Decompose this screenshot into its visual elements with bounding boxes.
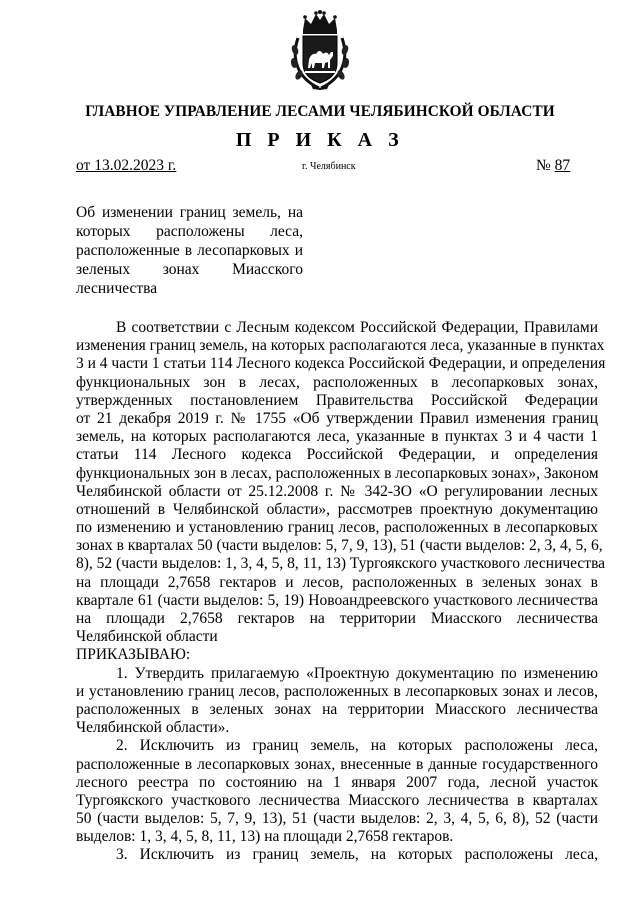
body-line: 8), 52 (части выделов: 1, 3, 4, 5, 8, 11, 13) Тургоякского участкового лесничества <box>76 555 606 573</box>
body-line: отношений в Челябинской области», рассмотрев проектную документацию <box>76 500 598 518</box>
body-line: функциональных зон в лесах, расположенных в лесопарковых зонах, <box>76 373 598 391</box>
order-date: от 13.02.2023 г. <box>76 157 177 174</box>
coat-of-arms-emblem <box>289 8 351 90</box>
subject-line: Об изменении границ земель, на <box>76 204 303 221</box>
order-number <box>536 157 570 175</box>
body-line: функциональных зон в лесах, расположенных в лесопарковых зонах», Законом <box>76 464 599 482</box>
body-line: расположенных в зеленых зонах на территории Миасского лесничества <box>76 700 598 718</box>
subject-line: зеленых зонах Миасского <box>76 261 303 278</box>
subject-line: которых расположены леса, <box>76 223 303 240</box>
body-line: квартале 61 (части выделов: 5, 19) Новоандреевского участкового лесничества <box>76 591 598 609</box>
body-line: Челябинской области». <box>76 719 230 737</box>
body-line: утвержденных постановлением Правительства Российской Федерации <box>76 391 598 409</box>
order-city: г. Челябинск <box>302 161 356 172</box>
body-line: земель, на которых располагаются леса, указанные в пунктах 3 и 4 части 1 <box>76 428 598 446</box>
body-line: Челябинской области <box>76 628 218 646</box>
order-number-value: 87 <box>554 157 571 174</box>
body-line: от 21 декабря 2019 г. № 1755 «Об утверждении Правил изменения границ <box>76 409 598 427</box>
body-line: Тургоякского участкового лесничества Миасского лесничества в кварталах <box>76 791 598 809</box>
ordering-clause: ПРИКАЗЫВАЮ: <box>76 646 191 664</box>
body-line: на площади 2,7658 гектаров на территории Миасского лесничества <box>76 610 598 627</box>
body-line: В соответствии с Лесным кодексом Российской Федерации, Правилами <box>116 319 598 336</box>
body-line: лесного реестра по состоянию на 1 января 2007 года, лесной участок <box>76 773 598 791</box>
body-line: расположенные в лесопарковых зонах, внесенные в данные государственного <box>76 755 598 773</box>
body-line: зонах в кварталах 50 (части выделов: 5, 7, 9, 13), 51 (части выделов: 2, 3, 4, 5, 6, <box>76 537 603 555</box>
subject-line: расположенные в лесопарковых и <box>76 242 303 259</box>
document-type-title: П Р И К А З <box>235 129 405 151</box>
body-line: и установлению границ лесов, расположенных в лесопарковых зонах и лесов, <box>76 682 598 700</box>
body-line: 50 (части выделов: 5, 7, 9, 13), 51 (части выделов: 2, 3, 4, 5, 6, 8), 52 (части <box>76 810 598 828</box>
body-line: 2. Исключить из границ земель, на которых расположены леса, <box>116 737 598 755</box>
body-line: выделов: 1, 3, 4, 5, 8, 11, 13) на площади 2,7658 гектаров. <box>76 828 454 846</box>
body-line: 1. Утвердить прилагаемую «Проектную документацию по изменению <box>116 664 598 682</box>
body-line: по изменению и установлению границ лесов, расположенных в лесопарковых <box>76 519 598 537</box>
order-number-prefix: № <box>536 157 555 174</box>
order-subject <box>76 203 303 298</box>
body-line: 3. Исключить из границ земель, на которых расположены леса, <box>116 846 598 864</box>
organization-name: ГЛАВНОЕ УПРАВЛЕНИЕ ЛЕСАМИ ЧЕЛЯБИНСКОЙ ОБЛАСТИ <box>85 103 555 120</box>
body-line: 3 и 4 части 1 статьи 114 Лесного кодекса Российской Федерации, и определения <box>76 355 606 373</box>
body-line: статьи 114 Лесного кодекса Российской Федерации, и определения <box>76 446 598 464</box>
subject-line: лесничества <box>76 280 158 297</box>
body-line: на площади 2,7658 гектаров и лесов, расположенных в зеленых зонах в <box>76 573 598 591</box>
body-line: Челябинской области от 25.12.2008 г. № 342-ЗО «О регулировании лесных <box>76 482 598 500</box>
body-line: изменения границ земель, на которых располагаются леса, указанные в пунктах <box>76 337 605 355</box>
order-body <box>76 319 606 865</box>
